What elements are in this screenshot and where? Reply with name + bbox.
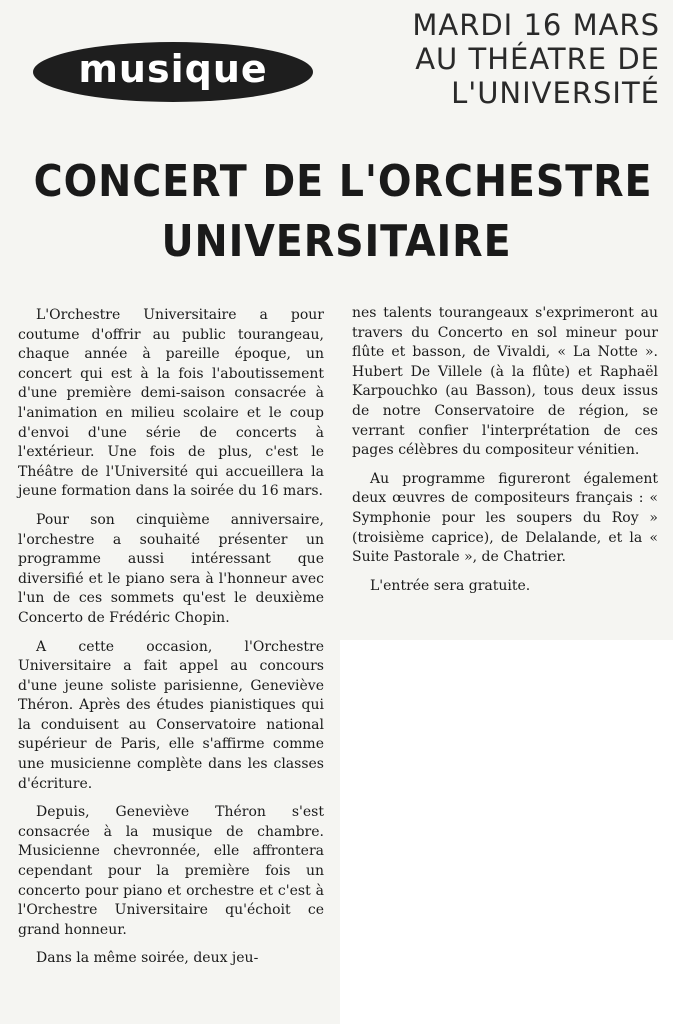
dateline-line-1: MARDI 16 MARS xyxy=(412,8,660,42)
dateline-line-3: L'UNIVERSITÉ xyxy=(451,76,660,110)
dateline-line-2: AU THÉATRE DE xyxy=(415,42,660,76)
headline-line-1: CONCERT DE L'ORCHESTRE xyxy=(33,156,653,207)
article-paragraph: Au programme figureront également deux œuvres de compositeurs français : « Symphonie pour les soupers du Roy » (troisième caprice), de Delalande, et la « Suite Pastorale », de Chatrier. xyxy=(352,470,658,566)
section-logo-text: musique xyxy=(78,47,268,91)
article-column-left xyxy=(18,306,324,978)
page-background xyxy=(340,640,673,1024)
article-paragraph: L'Orchestre Universitaire a pour coutume d'offrir au public tourangeau, chaque année à pareille époque, un concert qui est à la fois l'aboutissement d'une première demi-saison consacrée à l'animation en milieu scolaire et le coup d'envoi d'une série de concerts à l'extérieur. Une fois de plus, c'est le Théâtre de l'Université qui accueillera la jeune formation dans la soirée du 16 mars. xyxy=(18,307,324,500)
article-paragraph: A cette occasion, l'Orchestre Universitaire a fait appel au concours d'une jeune soliste parisienne, Geneviève Théron. Après des études pianistiques qui la conduisent au Conservatoire national supérieur de Paris, elle s'affirme comme une musicienne complète dans les classes d'écriture. xyxy=(18,638,324,792)
article-paragraph: Dans la même soirée, deux jeu- xyxy=(36,950,259,967)
headline xyxy=(33,152,653,272)
article-paragraph: L'entrée sera gratuite. xyxy=(370,577,531,594)
article-paragraph: Depuis, Geneviève Théron s'est consacrée à la musique de chambre. Musicienne chevronnée, elle affrontera cependant pour la première fois un concerto pour piano et orchestre et c'est à l'Orchestre Universitaire qu'échoit ce grand honneur. xyxy=(18,804,324,938)
article-paragraph: Pour son cinquième anniversaire, l'orchestre a souhaité présenter un programme aussi intéressant que diversifié et le piano sera à l'honneur avec l'un de ces sommets qu'est le deuxième Concerto de Frédéric Chopin. xyxy=(18,511,324,626)
headline-line-2: UNIVERSITAIRE xyxy=(161,216,512,267)
article-column-right xyxy=(352,304,658,605)
article-paragraph: nes talents tourangeaux s'exprimeront au travers du Concerto en sol mineur pour flûte et basson, de Vivaldi, « La Notte ». Hubert De Villele (à la flûte) et Raphaël Karpouchko (au Basson), tous deux issus de notre Conservatoire de région, se verrant confier l'interprétation de ces pages célèbres du compositeur vénitien. xyxy=(352,305,658,459)
section-logo xyxy=(33,42,313,102)
dateline xyxy=(330,8,660,110)
